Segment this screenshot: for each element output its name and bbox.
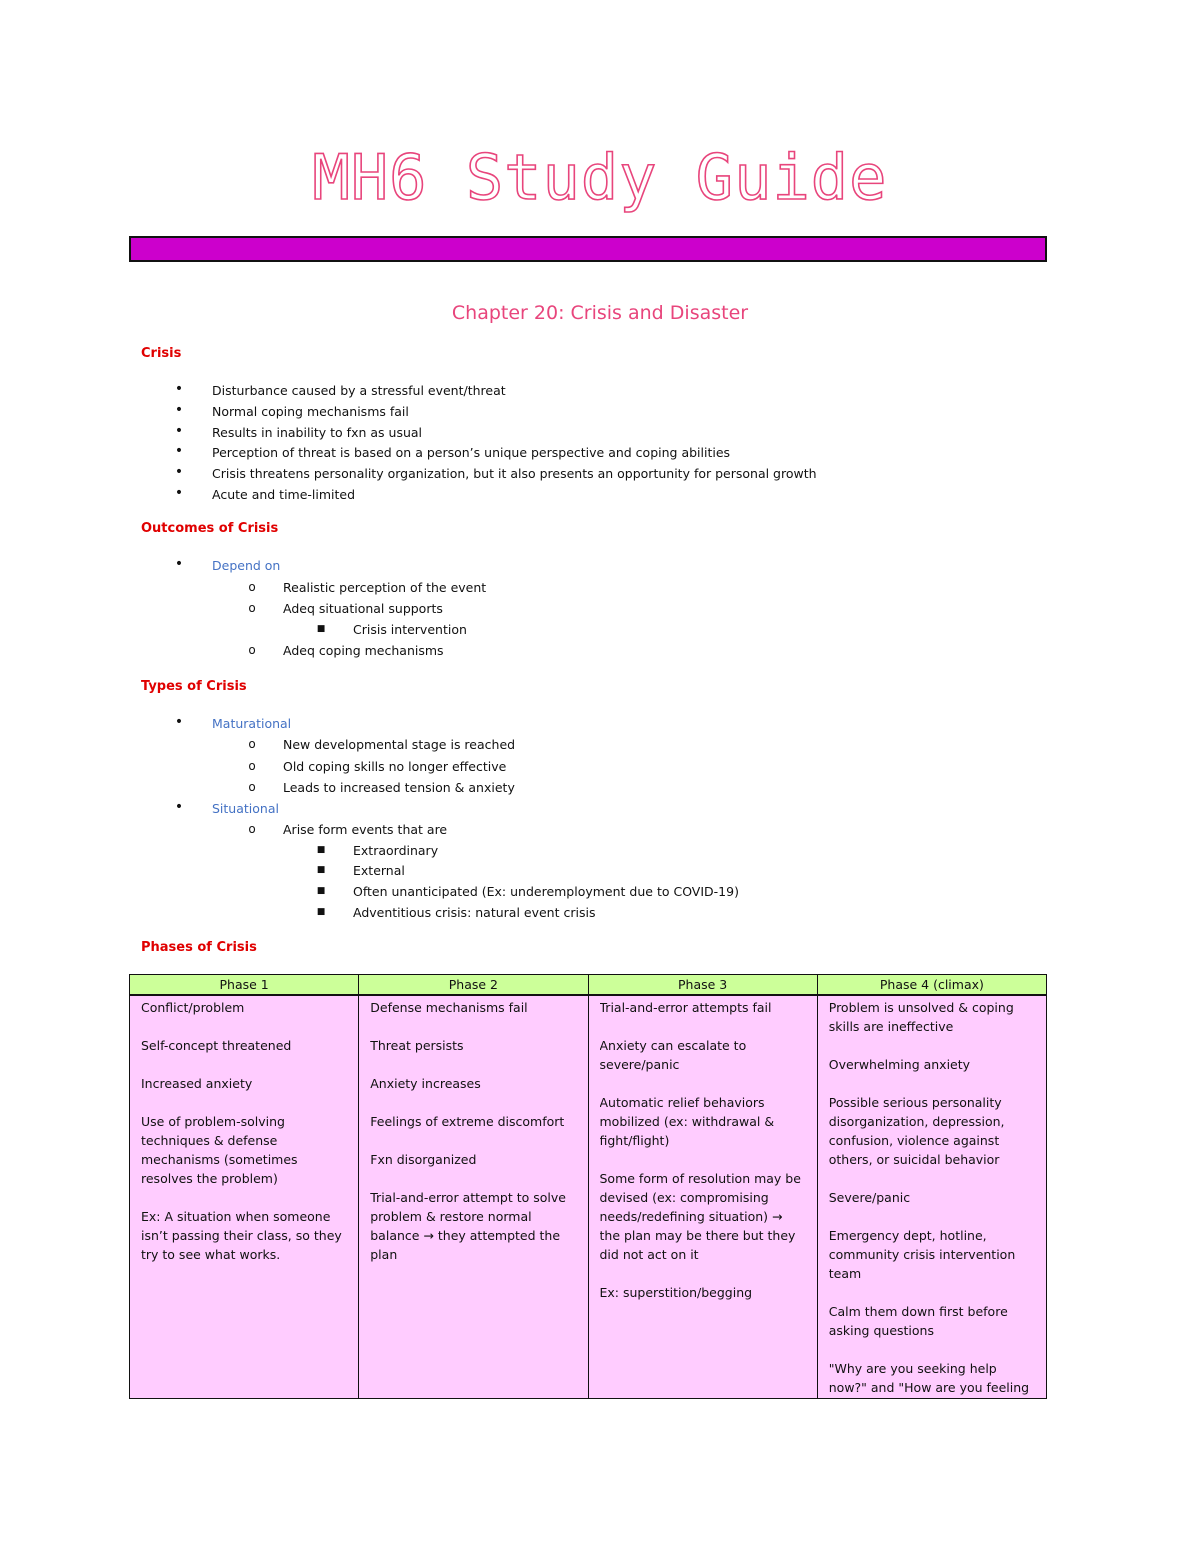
subheading-maturational: Maturational — [212, 716, 292, 731]
list-item: Realistic perception of the event — [283, 580, 487, 595]
list-item: Crisis intervention — [353, 622, 467, 637]
cell-paragraph: Trial-and-error attempts fail — [599, 1000, 772, 1015]
list-item: Adeq situational supports — [283, 601, 443, 616]
cell-paragraph: Anxiety increases — [370, 1076, 481, 1091]
table-header-phase-4: Phase 4 (climax) — [817, 975, 1046, 996]
cell-paragraph: Fxn disorganized — [370, 1152, 477, 1167]
cell-paragraph: Automatic relief behaviors mobilized (ex: withdrawal & fight/flight) — [599, 1095, 775, 1148]
cell-paragraph: Feelings of extreme discomfort — [370, 1114, 565, 1129]
subheading-situational: Situational — [212, 801, 279, 816]
chapter-title: Chapter 20: Crisis and Disaster — [451, 302, 749, 324]
table-header-row — [130, 975, 1047, 996]
bullet-circle-icon: o — [248, 759, 256, 773]
table-cell-phase-4 — [817, 995, 1046, 1399]
cell-paragraph: Ex: superstition/begging — [599, 1285, 753, 1300]
cell-paragraph: Emergency dept, hotline, community crisis intervention team — [828, 1228, 1016, 1281]
bullet-disc-icon: • — [174, 485, 184, 501]
table-header-phase-1: Phase 1 — [130, 975, 359, 996]
cell-paragraph: Overwhelming anxiety — [828, 1057, 971, 1072]
bullet-disc-icon: • — [174, 381, 184, 397]
bullet-square-icon: ■ — [316, 624, 326, 634]
section-heading-types: Types of Crisis — [141, 679, 247, 694]
cell-paragraph: Some form of resolution may be devised (ex: compromising needs/redefining situation) → the plan may be there but they did not act on it — [599, 1171, 801, 1262]
list-item: Results in inability to fxn as usual — [212, 425, 423, 440]
bullet-circle-icon: o — [248, 737, 256, 751]
list-item: Arise form events that are — [283, 822, 448, 837]
list-item: Often unanticipated (Ex: underemployment due to COVID-19) — [353, 884, 739, 899]
bullet-disc-icon: • — [174, 714, 184, 730]
bullet-disc-icon: • — [174, 443, 184, 459]
bullet-square-icon: ■ — [316, 886, 326, 896]
cell-paragraph: Self-concept threatened — [141, 1038, 292, 1053]
table-cell-phase-3 — [588, 995, 817, 1399]
bullet-square-icon: ■ — [316, 865, 326, 875]
list-item: Crisis threatens personality organization, but it also presents an opportunity for personal growth — [212, 466, 817, 481]
cell-paragraph: Conflict/problem — [141, 1000, 245, 1015]
list-item: Disturbance caused by a stressful event/threat — [212, 383, 506, 398]
cell-paragraph: "Why are you seeking help now?" and "How are you feeling — [828, 1361, 1030, 1395]
bullet-disc-icon: • — [174, 799, 184, 815]
list-item: Perception of threat is based on a person’s unique perspective and coping abilities — [212, 445, 731, 460]
list-item: Adventitious crisis: natural event crisis — [353, 905, 596, 920]
bullet-square-icon: ■ — [316, 845, 326, 855]
bullet-disc-icon: • — [174, 556, 184, 572]
list-item: Old coping skills no longer effective — [283, 759, 507, 774]
page-title: MH6 Study Guide — [312, 141, 888, 214]
list-item: Extraordinary — [353, 843, 439, 858]
cell-paragraph: Anxiety can escalate to severe/panic — [599, 1038, 747, 1072]
list-item: Adeq coping mechanisms — [283, 643, 444, 658]
subheading-depend-on: Depend on — [212, 558, 281, 573]
phases-table — [129, 974, 1047, 1399]
bullet-circle-icon: o — [248, 822, 256, 836]
cell-paragraph: Defense mechanisms fail — [370, 1000, 528, 1015]
bullet-square-icon: ■ — [316, 907, 326, 917]
title-divider-bar — [129, 236, 1047, 262]
bullet-circle-icon: o — [248, 580, 256, 594]
cell-paragraph: Trial-and-error attempt to solve problem & restore normal balance → they attempted the plan — [370, 1190, 566, 1262]
table-cell-phase-2 — [359, 995, 588, 1399]
cell-paragraph: Threat persists — [370, 1038, 464, 1053]
cell-paragraph: Problem is unsolved & coping skills are ineffective — [828, 1000, 1014, 1034]
cell-paragraph: Possible serious personality disorganization, depression, confusion, violence against others, or suicidal behavior — [828, 1095, 1005, 1167]
table-header-phase-2: Phase 2 — [359, 975, 588, 996]
cell-paragraph: Use of problem-solving techniques & defense mechanisms (sometimes resolves the problem) — [141, 1114, 298, 1186]
list-item: Acute and time-limited — [212, 487, 356, 502]
cell-paragraph: Calm them down first before asking questions — [828, 1304, 1008, 1338]
list-item: Normal coping mechanisms fail — [212, 404, 409, 419]
bullet-circle-icon: o — [248, 601, 256, 615]
bullet-disc-icon: • — [174, 464, 184, 480]
list-item: Leads to increased tension & anxiety — [283, 780, 515, 795]
bullet-disc-icon: • — [174, 402, 184, 418]
cell-paragraph: Increased anxiety — [141, 1076, 253, 1091]
table-row — [130, 995, 1047, 1399]
section-heading-crisis: Crisis — [141, 346, 182, 361]
table-header-phase-3: Phase 3 — [588, 975, 817, 996]
cell-paragraph: Ex: A situation when someone isn’t passing their class, so they try to see what works. — [141, 1209, 342, 1262]
cell-paragraph: Severe/panic — [828, 1190, 911, 1205]
table-cell-phase-1 — [130, 995, 359, 1399]
list-item: External — [353, 863, 405, 878]
bullet-circle-icon: o — [248, 780, 256, 794]
list-item: New developmental stage is reached — [283, 737, 516, 752]
section-heading-phases: Phases of Crisis — [141, 940, 257, 955]
bullet-circle-icon: o — [248, 643, 256, 657]
bullet-disc-icon: • — [174, 423, 184, 439]
section-heading-outcomes: Outcomes of Crisis — [141, 521, 279, 536]
